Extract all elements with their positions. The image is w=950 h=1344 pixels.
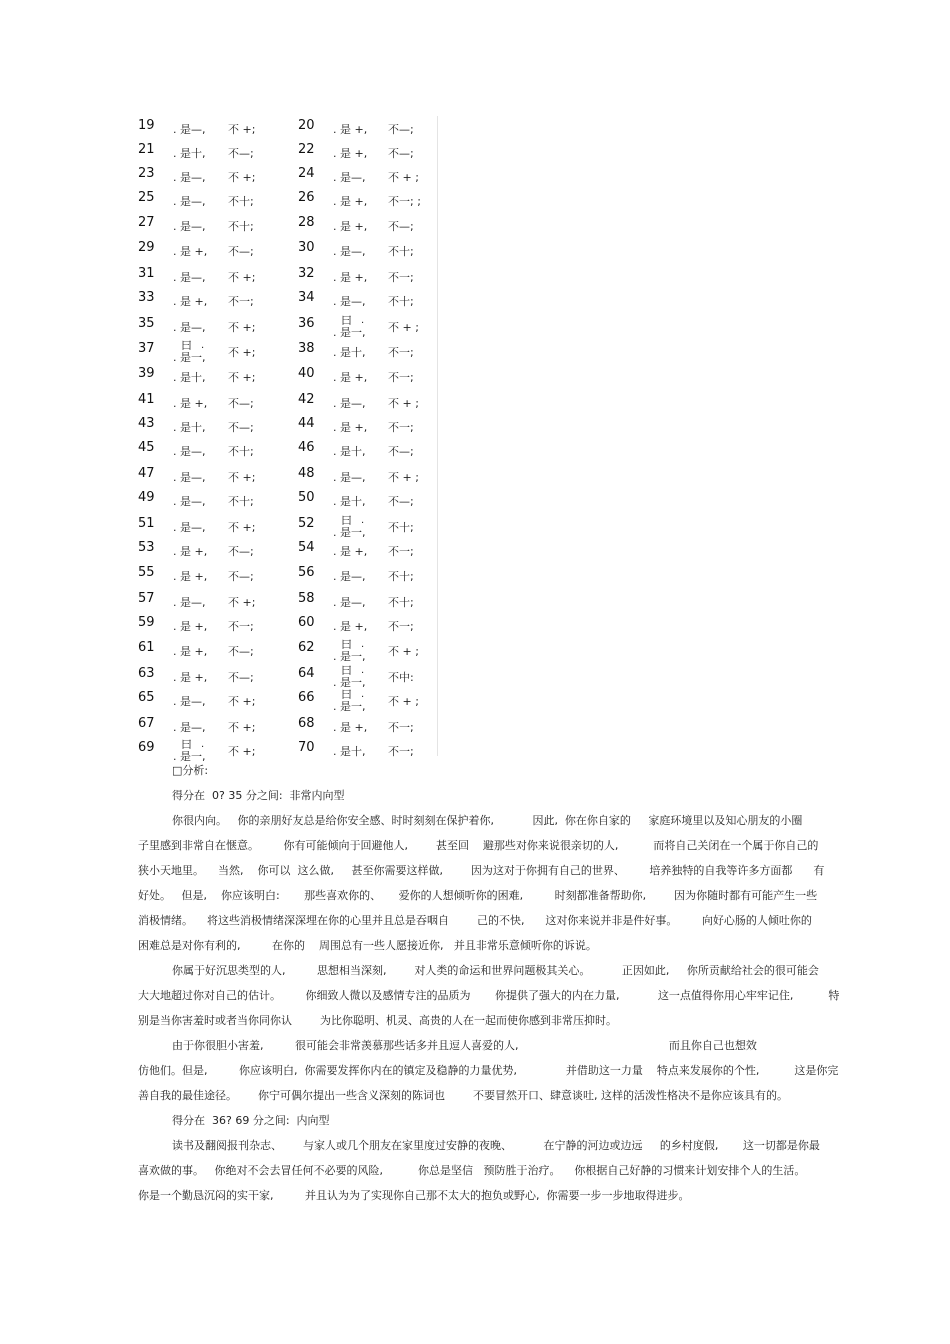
no-score: 不—; bbox=[228, 570, 254, 583]
question-number: 52 bbox=[298, 516, 315, 531]
table-row bbox=[138, 563, 438, 587]
question-number: 32 bbox=[298, 266, 315, 281]
yes-score: . 是十, bbox=[173, 147, 206, 160]
no-score: 不 +; bbox=[228, 321, 256, 334]
yes-score: . 是 +, bbox=[333, 721, 368, 734]
glyph-mark: 曰 bbox=[341, 638, 352, 651]
table-row bbox=[138, 464, 438, 488]
no-score: 不—; bbox=[228, 397, 254, 410]
yes-score: . 是—, bbox=[333, 295, 366, 308]
yes-score: . 是—, bbox=[173, 220, 206, 233]
yes-score: . 是—, bbox=[173, 445, 206, 458]
no-score: 不 + ; bbox=[388, 645, 419, 658]
analysis-line: 得分在 36? 69 分之间: 内向型 bbox=[172, 1114, 330, 1127]
yes-score: . 是十, bbox=[333, 745, 366, 758]
table-row bbox=[138, 339, 438, 363]
analysis-line: 好处。 但是, 你应该明白: 那些喜欢你的、 爱你的人想倾听你的困难, 时刻都准备帮助你, 因为你随时都有可能产生一些 bbox=[138, 889, 818, 902]
question-number: 69 bbox=[138, 740, 155, 755]
question-number: 20 bbox=[298, 118, 315, 133]
question-number: 22 bbox=[298, 142, 315, 157]
table-row bbox=[138, 488, 438, 512]
question-number: 50 bbox=[298, 490, 315, 505]
no-score: 不 +; bbox=[228, 123, 256, 136]
question-number: 41 bbox=[138, 392, 155, 407]
yes-score: . 是—, bbox=[173, 721, 206, 734]
yes-score: . 是十, bbox=[333, 445, 366, 458]
question-number: 65 bbox=[138, 690, 155, 705]
yes-score: . 是—, bbox=[173, 471, 206, 484]
question-number: 23 bbox=[138, 166, 155, 181]
glyph-mark: 曰 bbox=[181, 339, 192, 352]
no-score: 不—; bbox=[228, 545, 254, 558]
table-row bbox=[138, 664, 438, 688]
no-score: 不 +; bbox=[228, 371, 256, 384]
no-score: 不十; bbox=[388, 245, 414, 258]
table-row bbox=[138, 116, 438, 140]
dot-mark: · bbox=[361, 518, 365, 529]
question-number: 60 bbox=[298, 615, 315, 630]
analysis-line: 狭小天地里。 当然, 你可以 这么做, 甚至你需要这样做, 因为这对于你拥有自己的世界、 培养独特的自我等许多方面都 有 bbox=[138, 864, 825, 877]
yes-score: . 是 +, bbox=[173, 570, 208, 583]
table-row bbox=[138, 264, 438, 288]
table-row bbox=[138, 213, 438, 237]
no-score: 不一; bbox=[388, 745, 414, 758]
question-number: 54 bbox=[298, 540, 315, 555]
score-table bbox=[138, 116, 438, 763]
no-score: 不十; bbox=[388, 570, 414, 583]
question-number: 46 bbox=[298, 440, 315, 455]
no-score: 不 +; bbox=[228, 471, 256, 484]
glyph-mark: 曰 bbox=[341, 314, 352, 327]
table-row bbox=[138, 288, 438, 312]
yes-score: . 是 +, bbox=[333, 195, 368, 208]
yes-score: . 是—, bbox=[173, 521, 206, 534]
yes-score: . 是 +, bbox=[173, 245, 208, 258]
yes-score: . 是—, bbox=[333, 397, 366, 410]
no-score: 不 + ; bbox=[388, 695, 419, 708]
question-number: 42 bbox=[298, 392, 315, 407]
question-number: 55 bbox=[138, 565, 155, 580]
yes-score: . 是 +, bbox=[333, 545, 368, 558]
question-number: 29 bbox=[138, 240, 155, 255]
no-score: 不一; bbox=[388, 545, 414, 558]
question-number: 19 bbox=[138, 118, 155, 133]
question-number: 62 bbox=[298, 640, 315, 655]
question-number: 21 bbox=[138, 142, 155, 157]
yes-score: . 是 +, bbox=[333, 371, 368, 384]
question-number: 59 bbox=[138, 615, 155, 630]
no-score: 不一; bbox=[388, 421, 414, 434]
yes-score: . 是十, bbox=[333, 495, 366, 508]
no-score: 不十; bbox=[228, 220, 254, 233]
no-score: 不 +; bbox=[228, 596, 256, 609]
analysis-line: 善自我的最佳途径。 你宁可偶尔提出一些含义深刻的陈词也 不要冒然开口、肆意谈吐, 这样的活泼性格决不是你应该具有的。 bbox=[138, 1089, 788, 1102]
no-score: 不 + ; bbox=[388, 171, 419, 184]
yes-score: . 是 +, bbox=[173, 645, 208, 658]
no-score: 不中: bbox=[388, 671, 414, 684]
no-score: 不一; bbox=[388, 721, 414, 734]
dot-mark: · bbox=[361, 668, 365, 679]
yes-score: . 是 +, bbox=[333, 271, 368, 284]
glyph-mark: 曰 bbox=[341, 514, 352, 527]
no-score: 不—; bbox=[228, 645, 254, 658]
question-number: 57 bbox=[138, 591, 155, 606]
no-score: 不 +; bbox=[228, 171, 256, 184]
question-number: 61 bbox=[138, 640, 155, 655]
no-score: 不一; bbox=[388, 371, 414, 384]
table-row bbox=[138, 589, 438, 613]
table-row bbox=[138, 638, 438, 662]
no-score: 不 + ; bbox=[388, 321, 419, 334]
glyph-mark: 曰 bbox=[341, 664, 352, 677]
no-score: 不一; ; bbox=[388, 195, 421, 208]
yes-score: . 是 +, bbox=[173, 671, 208, 684]
yes-label: . 是一, bbox=[333, 526, 366, 539]
yes-score: . 是—, bbox=[173, 596, 206, 609]
yes-score: . 是十, bbox=[173, 371, 206, 384]
yes-score: . 是—, bbox=[333, 596, 366, 609]
table-row bbox=[138, 364, 438, 388]
no-score: 不—; bbox=[228, 147, 254, 160]
no-score: 不—; bbox=[388, 445, 414, 458]
yes-label: . 是一, bbox=[333, 676, 366, 689]
question-number: 25 bbox=[138, 190, 155, 205]
yes-label: . 是一, bbox=[173, 750, 206, 763]
yes-score: . 是—, bbox=[333, 171, 366, 184]
no-score: 不 +; bbox=[228, 721, 256, 734]
question-number: 39 bbox=[138, 366, 155, 381]
table-row bbox=[138, 438, 438, 462]
question-number: 28 bbox=[298, 215, 315, 230]
question-number: 51 bbox=[138, 516, 155, 531]
no-score: 不 +; bbox=[228, 521, 256, 534]
no-score: 不—; bbox=[388, 123, 414, 136]
question-number: 38 bbox=[298, 341, 315, 356]
analysis-line: 得分在 0? 35 分之间: 非常内向型 bbox=[172, 789, 345, 802]
no-score: 不十; bbox=[228, 495, 254, 508]
table-row bbox=[138, 714, 438, 738]
no-score: 不 + ; bbox=[388, 471, 419, 484]
question-number: 35 bbox=[138, 316, 155, 331]
table-row bbox=[138, 738, 438, 762]
question-number: 26 bbox=[298, 190, 315, 205]
analysis-line: 由于你很胆小害羞, 很可能会非常羡慕那些话多并且逗人喜爱的人, 而且你自己也想效 bbox=[172, 1039, 757, 1052]
question-number: 58 bbox=[298, 591, 315, 606]
dot-mark: · bbox=[201, 343, 205, 354]
no-score: 不十; bbox=[388, 521, 414, 534]
no-score: 不一; bbox=[388, 271, 414, 284]
yes-score: . 是十, bbox=[333, 346, 366, 359]
yes-score: . 是 +, bbox=[173, 397, 208, 410]
question-number: 31 bbox=[138, 266, 155, 281]
yes-score: . 是—, bbox=[173, 123, 206, 136]
no-score: 不 +; bbox=[228, 271, 256, 284]
no-score: 不—; bbox=[228, 245, 254, 258]
question-number: 64 bbox=[298, 666, 315, 681]
yes-label: . 是一, bbox=[333, 700, 366, 713]
no-score: 不十; bbox=[228, 195, 254, 208]
no-score: 不 + ; bbox=[388, 397, 419, 410]
yes-score: . 是—, bbox=[333, 570, 366, 583]
table-row bbox=[138, 140, 438, 164]
question-number: 45 bbox=[138, 440, 155, 455]
question-number: 44 bbox=[298, 416, 315, 431]
yes-label: . 是一, bbox=[173, 351, 206, 364]
yes-score: . 是—, bbox=[173, 195, 206, 208]
no-score: 不—; bbox=[228, 421, 254, 434]
analysis-line: 你是一个勤恳沉闷的实干家, 并且认为为了实现你自己那不太大的抱负或野心, 你需要一步一步地取得进步。 bbox=[138, 1189, 690, 1202]
question-number: 47 bbox=[138, 466, 155, 481]
yes-label: . 是一, bbox=[333, 650, 366, 663]
question-number: 63 bbox=[138, 666, 155, 681]
yes-score: . 是 +, bbox=[333, 620, 368, 633]
analysis-line: 子里感到非常自在惬意。 你有可能倾向于回避他人, 甚至回 避那些对你来说很亲切的人, 而将自己关闭在一个属于你自己的 bbox=[138, 839, 819, 852]
analysis-heading: □分析: bbox=[172, 764, 209, 777]
question-number: 27 bbox=[138, 215, 155, 230]
analysis-line: 读书及翻阅报刊杂志、 与家人或几个朋友在家里度过安静的夜晚、 在宁静的河边或边远 的乡村度假, 这一切都是你最 bbox=[172, 1139, 820, 1152]
no-score: 不 +; bbox=[228, 695, 256, 708]
table-row bbox=[138, 390, 438, 414]
question-number: 56 bbox=[298, 565, 315, 580]
analysis-line: 你很内向。 你的亲朋好友总是给你安全感、时时刻刻在保护着你, 因此, 你在你自家的 家庭环境里以及知心朋友的小圈 bbox=[172, 814, 803, 827]
no-score: 不一; bbox=[228, 620, 254, 633]
no-score: 不十; bbox=[388, 295, 414, 308]
yes-score: . 是 +, bbox=[333, 123, 368, 136]
yes-score: . 是 +, bbox=[333, 147, 368, 160]
dot-mark: · bbox=[361, 318, 365, 329]
yes-score: . 是—, bbox=[173, 271, 206, 284]
table-row bbox=[138, 414, 438, 438]
no-score: 不 +; bbox=[228, 745, 256, 758]
yes-score: . 是—, bbox=[173, 171, 206, 184]
no-score: 不—; bbox=[388, 220, 414, 233]
yes-score: . 是 +, bbox=[333, 220, 368, 233]
dot-mark: · bbox=[361, 642, 365, 653]
no-score: 不 +; bbox=[228, 346, 256, 359]
no-score: 不一; bbox=[228, 295, 254, 308]
analysis-line: 你属于好沉思类型的人, 思想相当深刻, 对人类的命运和世界问题极其关心。 正因如此, 你所贡献给社会的很可能会 bbox=[172, 964, 819, 977]
yes-score: . 是 +, bbox=[333, 421, 368, 434]
table-row bbox=[138, 314, 438, 338]
table-row bbox=[138, 514, 438, 538]
glyph-mark: 曰 bbox=[181, 738, 192, 751]
dot-mark: · bbox=[361, 692, 365, 703]
question-number: 40 bbox=[298, 366, 315, 381]
no-score: 不—; bbox=[388, 147, 414, 160]
analysis-line: 喜欢做的事。 你绝对不会去冒任何不必要的风险, 你总是坚信 预防胜于治疗。 你根据自己好静的习惯来计划安排个人的生活。 bbox=[138, 1164, 806, 1177]
analysis-line: 别是当你害羞时或者当你同你认 为比你聪明、机灵、高贵的人在一起而使你感到非常压抑时。 bbox=[138, 1014, 617, 1027]
table-row bbox=[138, 688, 438, 712]
no-score: 不一; bbox=[388, 620, 414, 633]
question-number: 48 bbox=[298, 466, 315, 481]
no-score: 不—; bbox=[228, 671, 254, 684]
glyph-mark: 曰 bbox=[341, 688, 352, 701]
question-number: 34 bbox=[298, 290, 315, 305]
question-number: 33 bbox=[138, 290, 155, 305]
no-score: 不十; bbox=[388, 596, 414, 609]
analysis-line: 困难总是对你有利的, 在你的 周围总有一些人愿接近你, 并且非常乐意倾听你的诉说。 bbox=[138, 939, 597, 952]
yes-score: . 是 +, bbox=[173, 545, 208, 558]
question-number: 68 bbox=[298, 716, 315, 731]
question-number: 36 bbox=[298, 316, 315, 331]
yes-score: . 是—, bbox=[173, 321, 206, 334]
no-score: 不—; bbox=[388, 495, 414, 508]
yes-score: . 是 +, bbox=[173, 295, 208, 308]
table-row bbox=[138, 613, 438, 637]
analysis-line: 消极情绪。 将这些消极情绪深深埋在你的心里并且总是吞咽自 己的不快, 这对你来说并非是件好事。 向好心肠的人倾吐你的 bbox=[138, 914, 812, 927]
yes-score: . 是十, bbox=[173, 421, 206, 434]
table-row bbox=[138, 238, 438, 262]
yes-label: . 是一, bbox=[333, 326, 366, 339]
table-row bbox=[138, 188, 438, 212]
analysis-line: 仿他们。但是, 你应该明白, 你需要发挥你内在的镇定及稳静的力量优势, 并借助这一力量 特点来发展你的个性, 这是你完 bbox=[138, 1064, 839, 1077]
analysis-line: 大大地超过你对自己的估计。 你细致人微以及感情专注的品质为 你提供了强大的内在力量, 这一点值得你用心牢牢记住, 特 bbox=[138, 989, 840, 1002]
question-number: 30 bbox=[298, 240, 315, 255]
question-number: 67 bbox=[138, 716, 155, 731]
question-number: 37 bbox=[138, 341, 155, 356]
yes-score: . 是—, bbox=[333, 471, 366, 484]
question-number: 24 bbox=[298, 166, 315, 181]
question-number: 53 bbox=[138, 540, 155, 555]
question-number: 70 bbox=[298, 740, 315, 755]
dot-mark: · bbox=[201, 742, 205, 753]
table-row bbox=[138, 164, 438, 188]
question-number: 43 bbox=[138, 416, 155, 431]
yes-score: . 是—, bbox=[173, 495, 206, 508]
question-number: 66 bbox=[298, 690, 315, 705]
yes-score: . 是—, bbox=[333, 245, 366, 258]
yes-score: . 是—, bbox=[173, 695, 206, 708]
no-score: 不一; bbox=[388, 346, 414, 359]
no-score: 不十; bbox=[228, 445, 254, 458]
table-row bbox=[138, 538, 438, 562]
yes-score: . 是 +, bbox=[173, 620, 208, 633]
question-number: 49 bbox=[138, 490, 155, 505]
